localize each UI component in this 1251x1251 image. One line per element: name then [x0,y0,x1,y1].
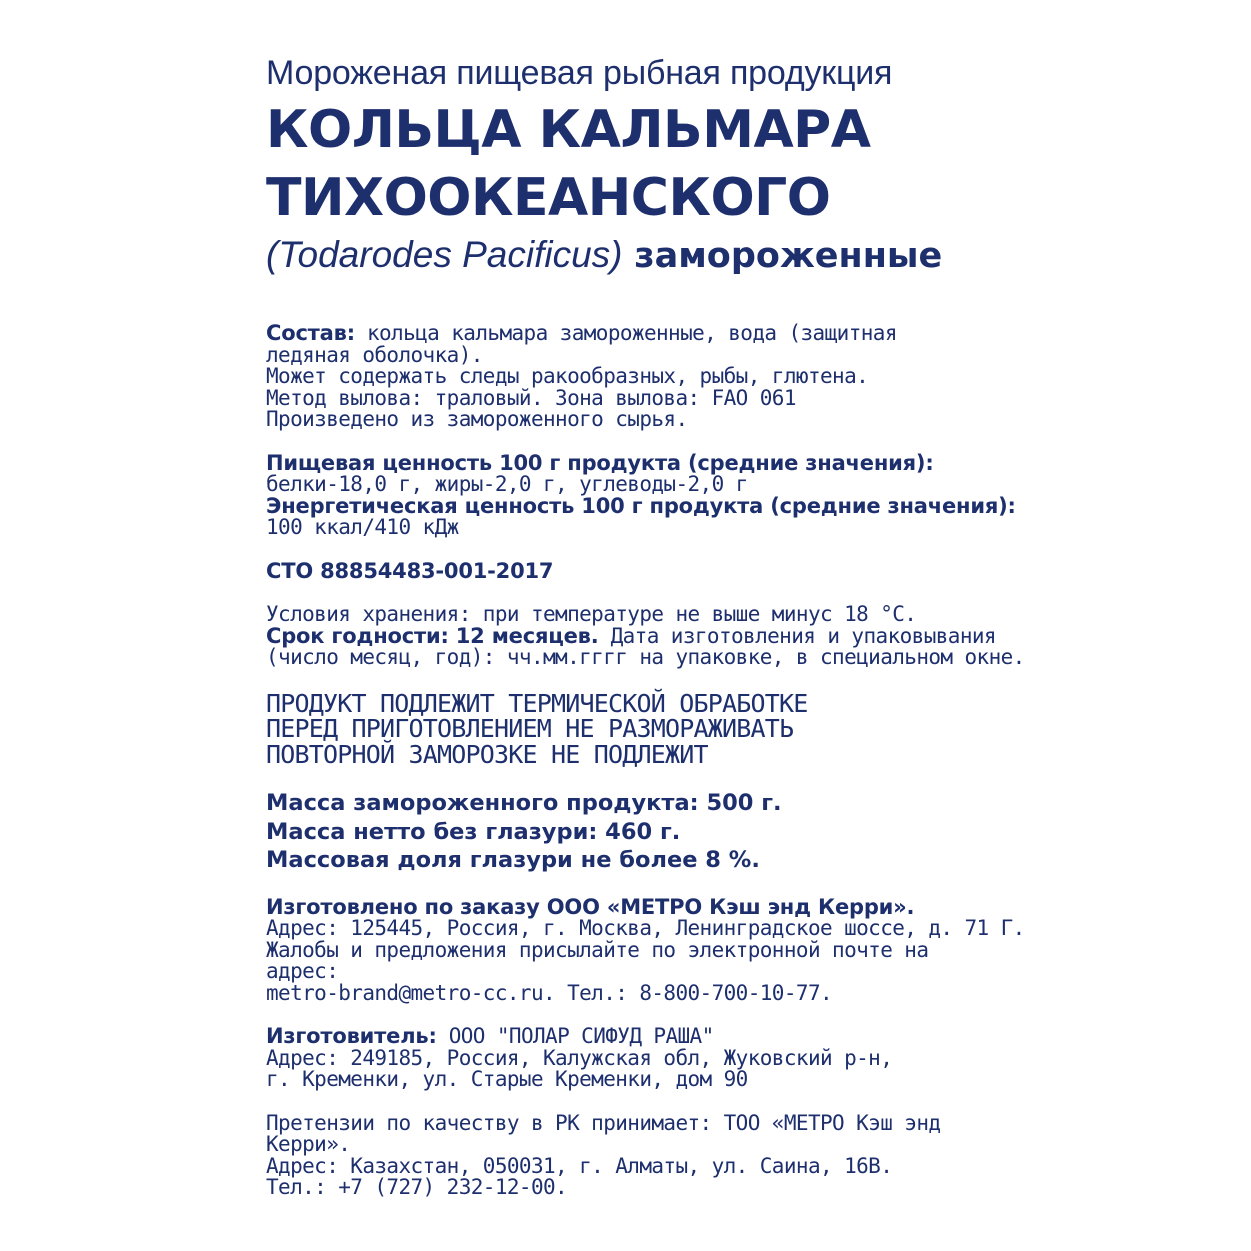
nutrition-section [266,450,1026,539]
shelf-life-line [266,623,1026,648]
manufacturer-label: Изготовитель: [266,1024,437,1048]
manufacturer-address-1: Адрес: 249185, Россия, Калужская обл, Жуковский р-н, [266,1045,893,1070]
kz-claims-line-2: Керри». [266,1132,351,1156]
manufacturer-line [266,1026,1026,1048]
latin-name: (Todarodes Pacificus) [266,234,623,275]
date-text-1: Дата изготовления и упаковывания [598,623,996,648]
product-title [266,96,1026,232]
date-text-2: (число месяц, год): чч.мм.гггг на упаковке, в специальном окне. [266,645,1025,669]
complaints-text-2: адрес: [266,959,339,983]
product-species-line [266,232,1026,279]
complaints-text-1: Жалобы и предложения присылайте по электронной почте на [266,937,929,962]
ordered-by-address: Адрес: 125445, Россия, г. Москва, Ленинградское шоссе, д. 71 Г. [266,916,1025,940]
ordered-by-label: Изготовлено по заказу ООО «МЕТРО Кэш энд Керри». [266,894,915,919]
contacts-text: metro-brand@metro-cc.ru. Тел.: 8-800-700-10-77. [266,980,833,1005]
kz-claims-phone: Тел.: +7 (727) 232-12-00. [266,1175,568,1199]
product-label [266,52,1026,1199]
nutrition-label: Пищевая ценность 100 г продукта (средние значения): [266,450,934,475]
product-title-line-1: КОЛЬЦА КАЛЬМАРА [266,100,871,160]
warnings-section [266,688,1026,769]
kz-claims-address: Адрес: Казахстан, 050031, г. Алматы, ул. Саина, 16В. [266,1153,893,1178]
composition-line-1 [266,323,1026,345]
standard-code: СТО 88854483-001-2017 [266,558,554,583]
kz-claims-section [266,1110,1026,1199]
manufacturer-address-2: г. Кременки, ул. Старые Кременки, дом 90 [266,1067,748,1091]
product-category: Мороженая пищевая рыбная продукция [266,54,893,92]
storage-conditions: Условия хранения: при температуре не выше минус 18 °С. [266,602,917,626]
nutrition-values: белки-18,0 г, жиры-2,0 г, углеводы-2,0 г [266,472,748,496]
kz-claims-line-1: Претензии по качеству в РК принимает: ТОО «МЕТРО Кэш энд [266,1110,941,1135]
mass-section [266,789,1026,875]
composition-label: Состав: [266,321,355,345]
manufacturer-section [266,1026,1026,1091]
warning-no-thaw: ПЕРЕД ПРИГОТОВЛЕНИЕМ НЕ РАЗМОРАЖИВАТЬ [266,714,794,743]
product-state: замороженные [634,236,943,276]
composition-section [266,323,1026,431]
mass-frozen: Масса замороженного продукта: 500 г. [266,790,782,816]
composition-text-1: кольца кальмара замороженные, вода (защитная [354,321,897,345]
shelf-life-label: Срок годности: 12 месяцев. [266,623,599,648]
mass-glaze: Массовая доля глазури не более 8 %. [266,847,760,873]
product-title-line-2: ТИХООКЕАНСКОГО [266,168,831,228]
storage-section [266,604,1026,669]
warning-no-refreeze: ПОВТОРНОЙ ЗАМОРОЗКЕ НЕ ПОДЛЕЖИТ [266,739,708,769]
catch-method-text: Метод вылова: траловый. Зона вылова: FAO 061 [266,385,796,410]
energy-label: Энергетическая ценность 100 г продукта (средние значения): [266,493,1016,518]
energy-values: 100 ккал/410 кДж [266,515,459,539]
origin-text: Произведено из замороженного сырья. [266,407,688,431]
manufacturer-name: ООО "ПОЛАР СИФУД РАША" [436,1024,714,1048]
warning-heat-treatment: ПРОДУКТ ПОДЛЕЖИТ ТЕРМИЧЕСКОЙ ОБРАБОТКЕ [266,688,808,718]
allergens-text: Может содержать следы ракообразных, рыбы, глютена. [266,364,869,388]
composition-text-2: ледяная оболочка). [266,342,483,367]
ordered-by-section [266,894,1026,1005]
standard-section [266,558,1026,583]
mass-net: Масса нетто без глазури: 460 г. [266,818,681,845]
